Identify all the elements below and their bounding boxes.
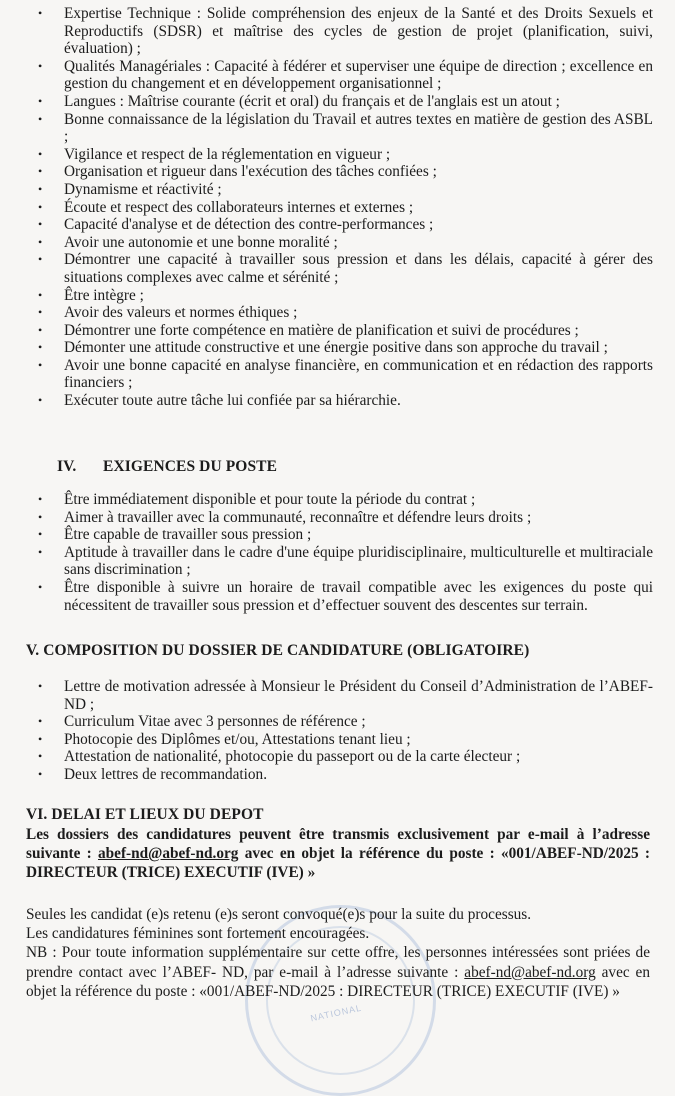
requirement-item (0, 526, 675, 544)
section-iv-heading (57, 458, 277, 476)
list-item-text: Expertise Technique : Solide compréhension des enjeux de la Santé et des Droits Sexuels et Reproductifs (SDSR) et maîtrise des cycles de gestion de projet (planification, suivi, évaluation) ; (64, 5, 653, 58)
competence-item (0, 234, 675, 252)
competence-item (0, 339, 675, 357)
competence-item (0, 216, 675, 234)
list-item-text: Curriculum Vitae avec 3 personnes de référence ; (64, 713, 366, 731)
submission-text-before: Les dossiers des candidatures peuvent être transmis exclusivement par e-mail à l’adresse suivante : (26, 826, 650, 862)
bullet-icon: • (38, 766, 43, 781)
list-item-text: Organisation et rigueur dans l'exécution des tâches confiées ; (64, 163, 437, 181)
bullet-icon: • (38, 579, 43, 594)
bullet-icon: • (38, 749, 43, 764)
section-iv-number: IV. (57, 458, 77, 475)
bullet-icon: • (38, 731, 43, 746)
nb-email-link[interactable]: abef-nd@abef-nd.org (464, 963, 596, 981)
list-item-text: Langues : Maîtrise courante (écrit et oral) du français et de l'anglais est un atout ; (64, 92, 560, 110)
competence-item (0, 322, 675, 340)
nb-paragraph (26, 943, 650, 1002)
submission-email-link[interactable]: abef-nd@abef-nd.org (98, 845, 239, 862)
competence-item (0, 93, 675, 111)
list-item-text: Aimer à travailler avec la communauté, reconnaître et défendre leurs droits ; (64, 508, 532, 526)
list-item-text: Qualités Managériales : Capacité à fédérer et superviser une équipe de direction ; excellence en gestion du changement et en développement organisationnel ; (64, 57, 653, 93)
list-item-text: Aptitude à travailler dans le cadre d'une équipe pluridisciplinaire, multiculturelle et multiraciale sans discrimination ; (64, 543, 653, 579)
nb-text-before: NB : Pour toute information supplémentaire sur cette offre, les personnes intéressées sont priées de prendre contact avec l’ABEF- ND, par e-mail à l’adresse suivante : (26, 944, 650, 981)
competence-item (0, 58, 675, 93)
bullet-icon: • (38, 287, 43, 302)
document-item (0, 766, 675, 784)
bullet-icon: • (38, 199, 43, 214)
list-item-text: Lettre de motivation adressée à Monsieur le Président du Conseil d’Administration de l’ABEF-ND ; (64, 678, 653, 713)
bullet-icon: • (38, 322, 43, 337)
bullet-icon: • (38, 679, 43, 693)
list-item-text: Être disponible à suivre un horaire de travail compatible avec les exigences du poste qui nécessitent de travailler sous pression et d’effectuer souvent des descentes sur terrain. (64, 578, 653, 614)
bullet-icon: • (38, 544, 43, 559)
bullet-icon: • (38, 164, 43, 179)
competence-item (0, 357, 675, 392)
bullet-icon: • (38, 146, 43, 161)
requirement-item (0, 491, 675, 509)
nb-text-after: avec en objet la référence du poste : «001/ABEF-ND/2025 : DIRECTEUR (TRICE) EXECUTIF (IVE) » (26, 963, 650, 1000)
bullet-icon: • (38, 527, 43, 542)
competence-item (0, 287, 675, 305)
document-item (0, 731, 675, 749)
list-item-text: Démontrer une capacité à travailler sous pression et dans les délais, capacité à gérer des situations complexes avec calme et sérénité ; (64, 251, 653, 286)
list-item-text: Avoir des valeurs et normes éthiques ; (64, 304, 298, 322)
list-item-text: Avoir une autonomie et une bonne moralité ; (64, 233, 338, 251)
bullet-icon: • (38, 305, 43, 320)
female-candidates-note: Les candidatures féminines sont fortement encouragées. (26, 925, 370, 942)
list-item-text: Vigilance et respect de la réglementation en vigueur ; (64, 145, 391, 163)
bullet-icon: • (38, 181, 43, 196)
bullet-icon: • (38, 234, 43, 249)
bullet-icon: • (38, 340, 43, 355)
list-item-text: Capacité d'analyse et de détection des contre-performances ; (64, 216, 434, 234)
list-item-text: Deux lettres de recommandation. (64, 765, 268, 783)
list-item-text: Photocopie des Diplômes et/ou, Attestations tenant lieu ; (64, 730, 411, 748)
list-item-text: Dynamisme et réactivité ; (64, 180, 222, 198)
section-v-heading: V. COMPOSITION DU DOSSIER DE CANDIDATURE (OBLIGATOIRE) (26, 642, 530, 659)
list-item-text: Être intègre ; (64, 286, 144, 304)
section-iv-title: EXIGENCES DU POSTE (103, 458, 278, 475)
competence-item (0, 5, 675, 58)
bullet-icon: • (38, 492, 43, 506)
competence-item (0, 392, 675, 410)
document-item (0, 713, 675, 731)
competence-item (0, 111, 675, 146)
document-item (0, 678, 675, 713)
application-documents-list (0, 678, 675, 784)
list-item-text: Démonter une attitude constructive et une énergie positive dans son approche du travail ; (64, 339, 608, 357)
competence-item (0, 181, 675, 199)
competence-item (0, 163, 675, 181)
submission-paragraph (26, 825, 650, 882)
bullet-icon: • (38, 252, 43, 267)
bullet-icon: • (38, 714, 43, 729)
bullet-icon: • (38, 93, 43, 108)
list-item-text: Être immédiatement disponible et pour toute la période du contrat ; (64, 491, 476, 508)
competence-item (0, 199, 675, 217)
requirements-list (0, 491, 675, 614)
requirement-item (0, 509, 675, 527)
stamp-text: NATIONAL (309, 1002, 363, 1024)
list-item-text: Écoute et respect des collaborateurs internes et externes ; (64, 198, 414, 216)
competence-item (0, 146, 675, 164)
shortlist-note: Seules les candidat (e)s retenu (e)s seront convoqué(e)s pour la suite du processus. (26, 906, 532, 923)
list-item-text: Être capable de travailler sous pression ; (64, 526, 312, 544)
submission-text-after: avec en objet la référence du poste : «001/ABEF-ND/2025 : DIRECTEUR (TRICE) EXECUTIF (IVE) » (26, 845, 650, 881)
requirement-item (0, 579, 675, 614)
bullet-icon: • (38, 357, 43, 372)
bullet-icon: • (38, 58, 43, 73)
bullet-icon: • (38, 6, 43, 20)
requirement-item (0, 544, 675, 579)
list-item-text: Démontrer une forte compétence en matière de planification et suivi de procédures ; (64, 321, 579, 339)
bullet-icon: • (38, 393, 43, 408)
list-item-text: Avoir une bonne capacité en analyse financière, en communication et en rédaction des rapports financiers ; (64, 356, 653, 392)
bullet-icon: • (38, 111, 43, 126)
bullet-icon: • (38, 509, 43, 524)
bullet-icon: • (38, 217, 43, 232)
competences-list (0, 5, 675, 410)
list-item-text: Attestation de nationalité, photocopie du passeport ou de la carte électeur ; (64, 748, 521, 766)
document-item (0, 748, 675, 766)
competence-item (0, 251, 675, 286)
competence-item (0, 304, 675, 322)
list-item-text: Bonne connaissance de la législation du Travail et autres textes en matière de gestion des ASBL ; (64, 110, 653, 146)
list-item-text: Exécuter toute autre tâche lui confiée par sa hiérarchie. (64, 392, 401, 410)
section-vi-heading: VI. DELAI ET LIEUX DU DEPOT (26, 806, 264, 823)
